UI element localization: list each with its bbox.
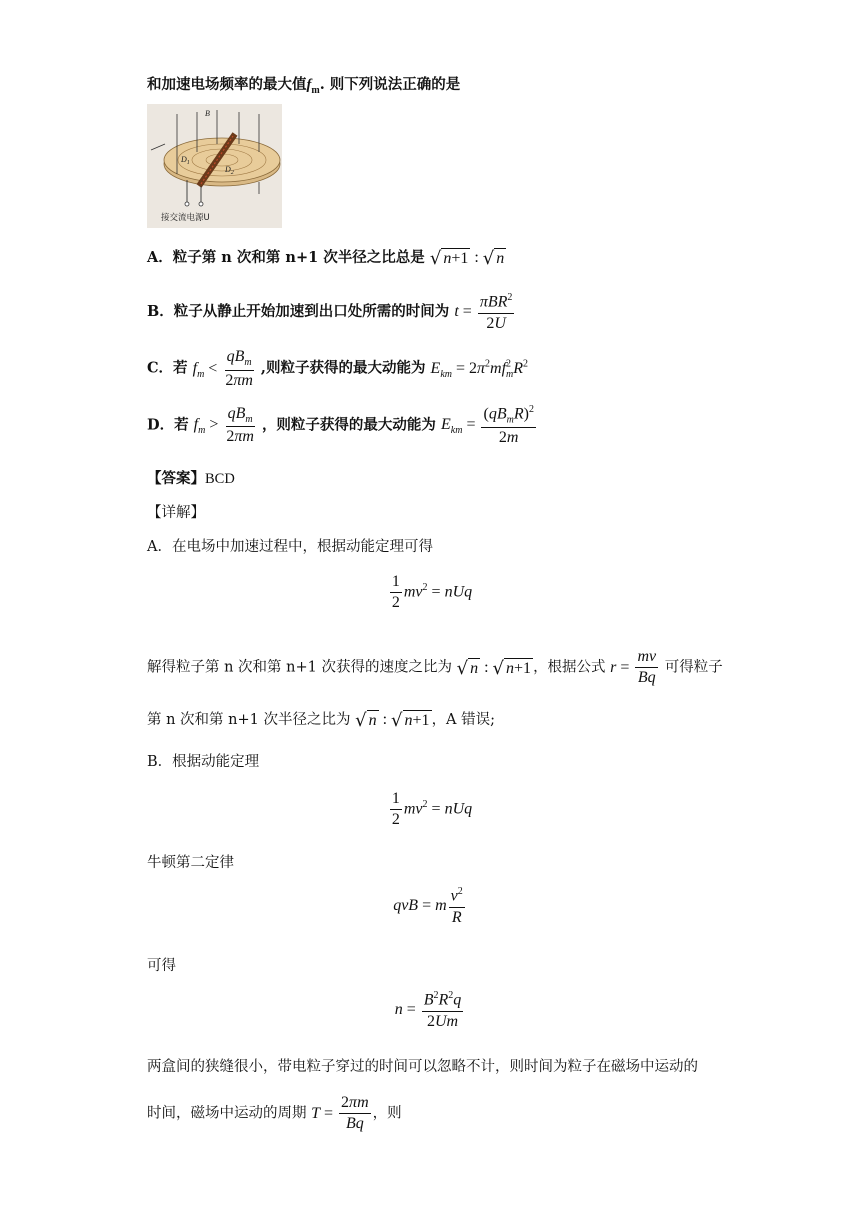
option-c-label: C．若 — [147, 359, 188, 377]
para-2 — [147, 648, 723, 688]
cyclotron-illustration — [147, 104, 282, 228]
figure-label-B: B — [205, 109, 210, 118]
option-b — [147, 292, 516, 333]
option-d-formula: $E_{km}$ = $\frac{(qB_mR)^2}{2m}$ — [441, 404, 534, 447]
period-formula: T = $\frac{2\pi m}{Bq}$ — [311, 1094, 369, 1133]
option-c-condition: $f_m$ < $\frac{qB_m}{2\pi m}$ — [192, 348, 253, 389]
para-2-middle: ，根据公式 — [533, 659, 606, 676]
option-d-label: D．若 — [147, 416, 189, 434]
para-6: 可得 — [147, 958, 176, 974]
velocity-ratio-formula: √ n : √ n+1 — [456, 657, 532, 679]
para-3-before: 第 n 次和第 n+1 次半径之比为 — [147, 712, 351, 728]
para-5: 牛顿第二定律 — [147, 855, 234, 871]
option-b-formula: t = $\frac{\pi BR^2}{2U}$ — [454, 292, 513, 332]
para-2-before: 解得粒子第 n 次和第 n+1 次获得的速度之比为 — [147, 659, 452, 676]
detail-heading: 【详解】 — [147, 505, 205, 521]
option-a-label: A．粒子第 n 次和第 n+1 次半径之比总是 — [147, 249, 425, 266]
cyclotron-figure — [147, 104, 282, 228]
intro-line — [147, 73, 460, 96]
figure-label-D1: $D_1$ — [181, 155, 190, 166]
equation-energy-1: $\frac{1}{2}$ $mv^2$ = nUq — [391, 573, 473, 612]
para-8 — [147, 1094, 402, 1134]
option-d-label-after: ，则粒子获得的最大动能为 — [261, 416, 436, 434]
radius-ratio-formula: √ n : √ n+1 — [355, 710, 430, 732]
para-3-after: ，A 错误; — [431, 712, 496, 728]
equation-newton: qvB = m $\frac{v^2}{R}$ — [393, 886, 463, 926]
para-8-after: ，则 — [372, 1105, 402, 1122]
equation-energy-2: $\frac{1}{2}$ $mv^2$ = nUq — [391, 790, 473, 829]
option-d — [147, 404, 538, 447]
answer-value: BCD — [205, 471, 235, 487]
answer-label: 【答案】 — [147, 470, 205, 487]
option-c — [147, 348, 528, 390]
figure-label-D2: $D_2$ — [225, 165, 234, 176]
para-8-before: 时间，磁场中运动的周期 — [147, 1105, 307, 1122]
para-3 — [147, 708, 495, 730]
option-a — [147, 246, 506, 268]
para-4: B．根据动能定理 — [147, 754, 260, 770]
para-2-after: 可得粒子 — [664, 659, 723, 676]
option-a-formula: √ n+1 : √ n — [429, 248, 505, 270]
fm-sub: m — [311, 84, 320, 96]
radius-formula: r = $\frac{mv}{Bq}$ — [610, 648, 657, 687]
option-c-formula: $E_{km} = 2\pi^2mf^2_mR^2$ — [430, 358, 529, 380]
fm-symbol: f — [306, 77, 312, 93]
answer-line — [147, 467, 235, 488]
intro-text-after: . 则下列说法正确的是 — [319, 76, 461, 93]
para-7: 两盒间的狭缝很小，带电粒子穿过的时间可以忽略不计，则时间为粒子在磁场中运动的 — [147, 1059, 698, 1075]
equation-n: n = $\frac{B^2R^2q}{2Um}$ — [394, 990, 462, 1030]
intro-text: 和加速电场频率的最大值 — [147, 76, 307, 93]
para-1: A．在电场中加速过程中，根据动能定理可得 — [147, 539, 433, 555]
figure-caption: 接交流电源U — [161, 213, 210, 223]
option-c-label-after: ,则粒子获得的最大动能为 — [260, 359, 426, 377]
option-d-condition: $f_m$ > $\frac{qB_m}{2\pi m}$ — [193, 404, 254, 446]
option-b-label: B．粒子从静止开始加速到出口处所需的时间为 — [147, 303, 450, 321]
